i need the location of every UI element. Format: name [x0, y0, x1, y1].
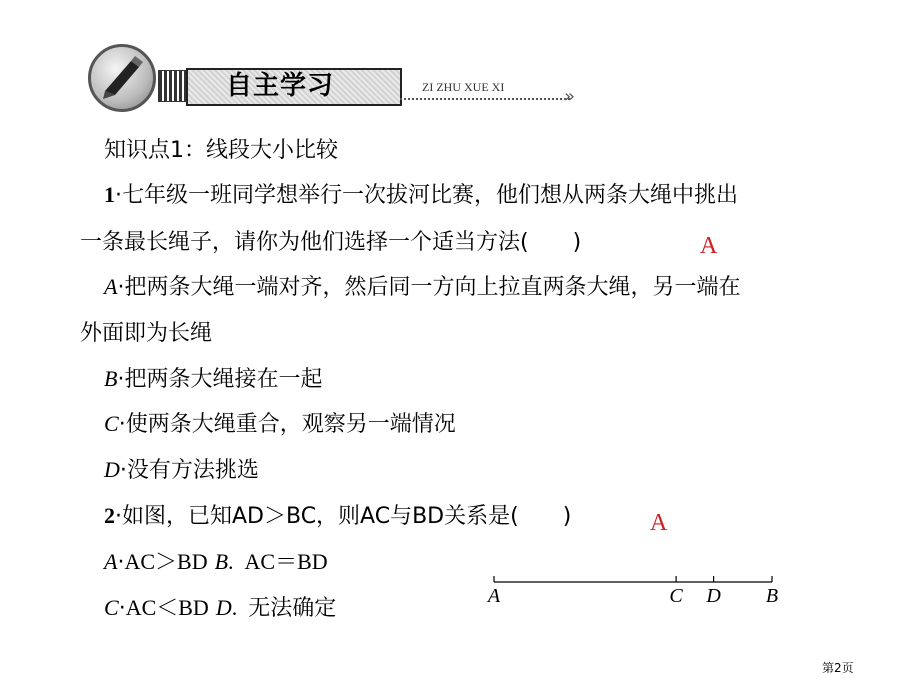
- pen-logo-icon: [88, 44, 156, 112]
- q1-answer: A: [700, 233, 718, 259]
- point-label-a: A: [487, 585, 501, 607]
- q1-line-1: [104, 180, 738, 211]
- q2-option-d-text: 无法确定: [248, 596, 337, 621]
- q2-option-c-separator: ·: [118, 596, 126, 621]
- q2-option-d-letter: D: [215, 595, 232, 620]
- q1-option-c-separator: ·: [118, 412, 126, 437]
- point-label-d: D: [706, 585, 721, 607]
- q1-option-d: [104, 455, 259, 486]
- section-header: [78, 40, 598, 110]
- q1-option-b: [104, 364, 322, 395]
- q2-number: 2: [104, 503, 115, 528]
- point-label-c: C: [669, 585, 683, 607]
- q1-option-d-text: 没有方法挑选: [126, 458, 259, 483]
- q1-option-a-letter: A: [104, 274, 118, 299]
- q2-answer: A: [650, 510, 668, 536]
- header-subtitle: ZI ZHU XUE XI: [422, 80, 505, 94]
- double-chevron-icon: »: [564, 86, 576, 107]
- q2-options-ab: A·AC＞BD B. AC＝BD: [104, 549, 328, 575]
- q2-text: 如图，已知AD＞BC，则AC与BD关系是( ): [122, 504, 572, 529]
- section-heading: 知识点1：线段大小比较: [104, 138, 338, 163]
- q1-option-a-separator: ·: [117, 275, 125, 300]
- q1-option-a-cont: 外面即为长绳: [80, 321, 213, 346]
- q2-option-a-separator: ·: [117, 550, 125, 575]
- segment-diagram: [480, 572, 790, 612]
- q2-option-b-letter: B: [214, 549, 229, 574]
- q1-option-d-separator: ·: [119, 458, 127, 483]
- q1-text-1: 七年级一班同学想举行一次拔河比赛，他们想从两条大绳中挑出: [122, 183, 739, 208]
- page-number: 第2页: [822, 661, 854, 675]
- q1-line-2: 一条最长绳子，请你为他们选择一个适当方法( ): [80, 230, 582, 255]
- q2-line: [104, 501, 571, 532]
- q2-option-c-text: AC＜BD: [125, 595, 209, 620]
- q1-option-c-text: 使两条大绳重合，观察另一端情况: [125, 412, 456, 437]
- point-label-b: B: [765, 585, 779, 607]
- q2-separator: ·: [115, 504, 122, 529]
- q1-number: 1: [104, 182, 115, 207]
- q1-option-b-text: 把两条大绳接在一起: [124, 367, 323, 392]
- q2-option-a-text: AC＞BD: [124, 549, 208, 574]
- q2-option-b-text: AC＝BD: [244, 549, 328, 574]
- q1-option-a-text: 把两条大绳一端对齐，然后同一方向上拉直两条大绳，另一端在: [124, 275, 741, 300]
- header-dotted-line: [400, 98, 570, 100]
- q1-option-d-letter: D: [104, 457, 120, 482]
- q2-options-cd: C·AC＜BD D. 无法确定: [104, 595, 337, 621]
- q2-option-c-letter: C: [104, 595, 119, 620]
- q1-option-c-letter: C: [104, 411, 119, 436]
- q1-separator: ·: [115, 183, 122, 208]
- q1-option-a: [104, 272, 740, 303]
- q1-option-b-letter: B: [104, 366, 118, 391]
- q1-option-b-separator: ·: [117, 367, 125, 392]
- header-title: 自主学习: [226, 71, 335, 101]
- q2-option-a-letter: A: [104, 549, 118, 574]
- q1-option-c: [104, 409, 456, 440]
